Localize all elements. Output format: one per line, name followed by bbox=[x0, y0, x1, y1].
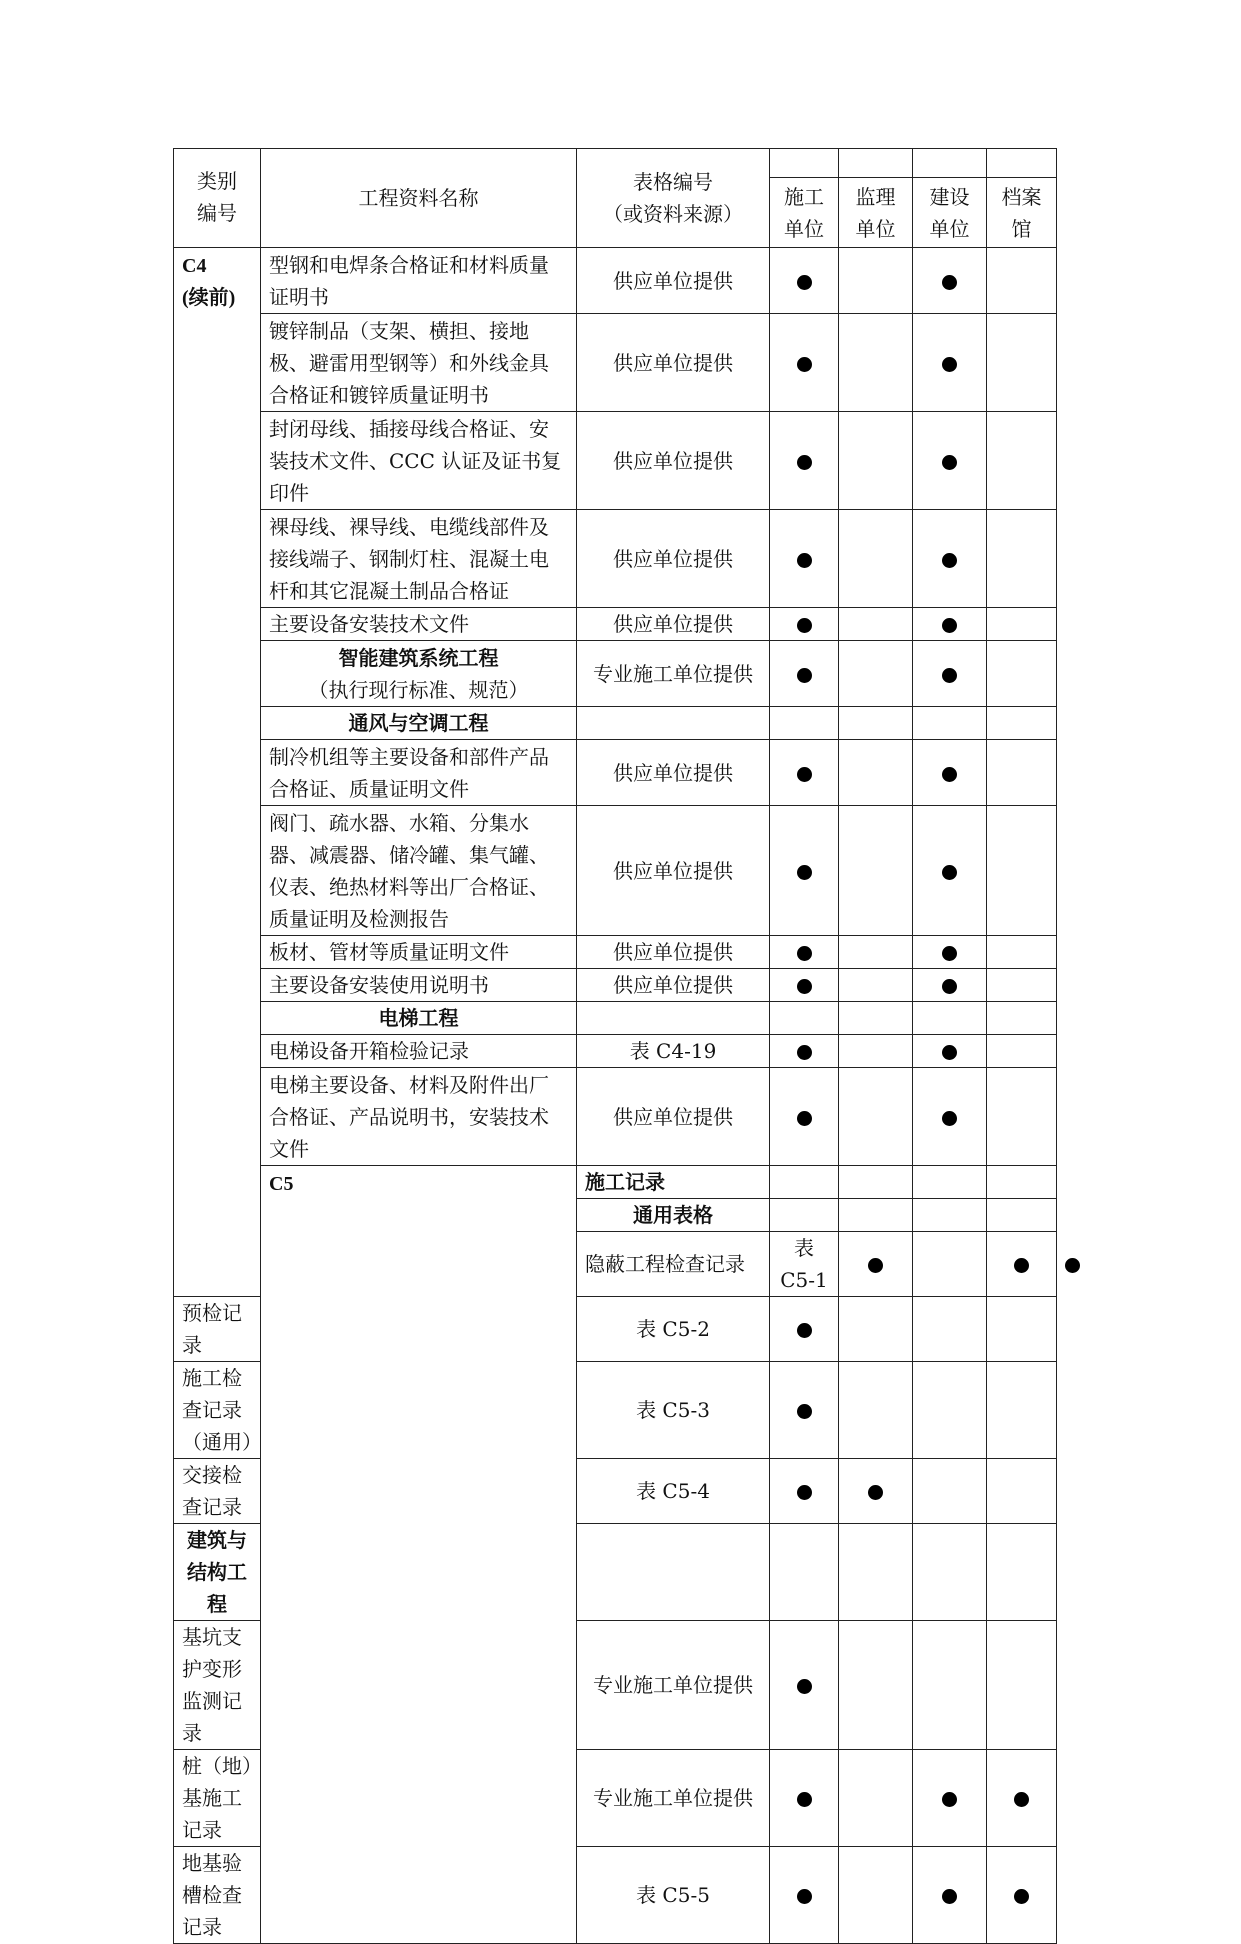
item-name-text: 基坑支护变形监测记录 bbox=[182, 1625, 242, 1745]
mark-cell-supervision bbox=[839, 740, 913, 806]
item-name-text: 交接检查记录 bbox=[182, 1463, 242, 1519]
mark-cell-archive bbox=[987, 1362, 1057, 1459]
mark-cell-archive bbox=[987, 1524, 1057, 1621]
item-name bbox=[174, 1847, 261, 1944]
item-name bbox=[577, 1232, 770, 1297]
section-note: （执行现行标准、规范） bbox=[308, 677, 529, 702]
item-name bbox=[174, 1750, 261, 1847]
form-code bbox=[770, 1199, 839, 1232]
mark-cell-supervision bbox=[839, 1750, 913, 1847]
mark-cell-construction bbox=[770, 1035, 839, 1068]
mark-cell-owner bbox=[913, 740, 987, 806]
item-name bbox=[261, 740, 577, 806]
mark-cell-archive bbox=[987, 806, 1057, 936]
mark-cell-construction bbox=[770, 412, 839, 510]
table-row bbox=[174, 608, 1057, 641]
mark-cell-owner bbox=[913, 969, 987, 1002]
mark-cell-archive bbox=[987, 1068, 1057, 1166]
item-name-text: 建筑与结构工程 bbox=[187, 1528, 247, 1616]
form-code bbox=[577, 707, 770, 740]
table-row bbox=[174, 707, 1057, 740]
form-code: 供应单位提供 bbox=[577, 412, 770, 510]
mark-cell-supervision bbox=[913, 1166, 987, 1199]
mark-cell-construction bbox=[770, 740, 839, 806]
item-name-text: 地基验槽检查记录 bbox=[182, 1851, 242, 1939]
mark-cell-archive bbox=[987, 510, 1057, 608]
mark-cell-archive bbox=[987, 707, 1057, 740]
item-name bbox=[174, 1362, 261, 1459]
section-heading bbox=[174, 1524, 261, 1621]
mark-cell-supervision bbox=[839, 1035, 913, 1068]
filled-dot-icon bbox=[1065, 1258, 1080, 1273]
item-name-text: 电梯工程 bbox=[378, 1006, 459, 1030]
table-row bbox=[174, 1002, 1057, 1035]
mark-cell-owner bbox=[913, 707, 987, 740]
mark-cell-construction bbox=[770, 1750, 839, 1847]
mark-cell-archive bbox=[987, 969, 1057, 1002]
mark-cell-owner bbox=[913, 1068, 987, 1166]
item-name-text: 板材、管材等质量证明文件 bbox=[269, 940, 509, 964]
item-name bbox=[261, 510, 577, 608]
header-category-text: 类别编号 bbox=[197, 171, 237, 225]
item-name bbox=[261, 969, 577, 1002]
form-code: 表 C5-3 bbox=[577, 1362, 770, 1459]
filled-dot-icon bbox=[797, 1679, 812, 1694]
mark-cell-supervision bbox=[839, 314, 913, 412]
mark-cell-supervision bbox=[839, 1362, 913, 1459]
filled-dot-icon bbox=[1014, 1792, 1029, 1807]
mark-cell-supervision bbox=[839, 510, 913, 608]
mark-cell-owner bbox=[913, 1459, 987, 1524]
mark-cell-construction bbox=[770, 1524, 839, 1621]
item-name-text: 通风与空调工程 bbox=[348, 711, 489, 735]
header-code bbox=[577, 149, 770, 248]
form-code: 供应单位提供 bbox=[577, 248, 770, 314]
form-code bbox=[770, 1166, 839, 1199]
filled-dot-icon bbox=[797, 767, 812, 782]
mark-cell-construction bbox=[770, 314, 839, 412]
header-empty-cell bbox=[770, 149, 839, 178]
mark-cell-archive bbox=[987, 936, 1057, 969]
mark-cell-owner bbox=[913, 806, 987, 936]
mark-cell-archive bbox=[987, 314, 1057, 412]
form-code: 供应单位提供 bbox=[577, 1068, 770, 1166]
filled-dot-icon bbox=[942, 1792, 957, 1807]
mark-cell-owner bbox=[913, 1297, 987, 1362]
table-row bbox=[174, 510, 1057, 608]
table-row bbox=[174, 248, 1057, 314]
form-code: 专业施工单位提供 bbox=[577, 641, 770, 707]
item-name bbox=[261, 806, 577, 936]
mark-cell-owner bbox=[913, 412, 987, 510]
mark-cell-archive bbox=[987, 412, 1057, 510]
form-code: 供应单位提供 bbox=[577, 608, 770, 641]
item-name-text: 封闭母线、插接母线合格证、安装技术文件、CCC 认证及证书复印件 bbox=[269, 416, 562, 505]
item-name-text: 制冷机组等主要设备和部件产品合格证、质量证明文件 bbox=[269, 744, 549, 801]
mark-cell-supervision bbox=[839, 608, 913, 641]
mark-cell-supervision bbox=[839, 1297, 913, 1362]
filled-dot-icon bbox=[797, 1889, 812, 1904]
header-unit-owner: 建设单位 bbox=[913, 178, 987, 248]
filled-dot-icon bbox=[942, 275, 957, 290]
mark-cell-archive bbox=[987, 608, 1057, 641]
item-name bbox=[174, 1621, 261, 1750]
item-name-text: 桩（地）基施工记录 bbox=[182, 1754, 252, 1842]
filled-dot-icon bbox=[942, 1889, 957, 1904]
mark-cell-archive bbox=[987, 1459, 1057, 1524]
filled-dot-icon bbox=[868, 1485, 883, 1500]
mark-cell-construction bbox=[839, 1232, 913, 1297]
mark-cell-construction bbox=[770, 608, 839, 641]
item-name bbox=[174, 1297, 261, 1362]
mark-cell-supervision bbox=[913, 1232, 987, 1297]
form-code: 供应单位提供 bbox=[577, 806, 770, 936]
header-empty-cell bbox=[987, 149, 1057, 178]
table-row bbox=[174, 740, 1057, 806]
mark-cell-construction bbox=[770, 1362, 839, 1459]
table-row bbox=[174, 806, 1057, 936]
mark-cell-supervision bbox=[839, 412, 913, 510]
mark-cell-supervision bbox=[839, 641, 913, 707]
filled-dot-icon bbox=[868, 1258, 883, 1273]
item-name-text: 施工检查记录（通用） bbox=[182, 1366, 262, 1454]
filled-dot-icon bbox=[797, 946, 812, 961]
form-code bbox=[577, 1002, 770, 1035]
mark-cell-owner bbox=[987, 1199, 1057, 1232]
mark-cell-supervision bbox=[839, 707, 913, 740]
mark-cell-construction bbox=[770, 248, 839, 314]
table-row bbox=[174, 1166, 1057, 1199]
header-name: 工程资料名称 bbox=[261, 149, 577, 248]
form-code: 专业施工单位提供 bbox=[577, 1621, 770, 1750]
form-code: 表 C5-1 bbox=[770, 1232, 839, 1297]
mark-cell-supervision bbox=[913, 1199, 987, 1232]
table-row bbox=[174, 1068, 1057, 1166]
form-code bbox=[577, 1524, 770, 1621]
header-category bbox=[174, 149, 261, 248]
form-code: 表 C5-4 bbox=[577, 1459, 770, 1524]
mark-cell-owner bbox=[913, 1750, 987, 1847]
mark-cell-owner bbox=[913, 1847, 987, 1944]
form-code: 供应单位提供 bbox=[577, 510, 770, 608]
item-name-text: 通用表格 bbox=[633, 1203, 713, 1227]
header-unit-archive: 档案馆 bbox=[987, 178, 1057, 248]
header-empty-cell bbox=[839, 149, 913, 178]
mark-cell-supervision bbox=[839, 1621, 913, 1750]
filled-dot-icon bbox=[942, 1111, 957, 1126]
item-name bbox=[261, 314, 577, 412]
mark-cell-supervision bbox=[839, 1002, 913, 1035]
section-heading bbox=[261, 1002, 577, 1035]
mark-cell-owner bbox=[913, 1002, 987, 1035]
mark-cell-supervision bbox=[839, 1847, 913, 1944]
filled-dot-icon bbox=[942, 618, 957, 633]
section-heading bbox=[577, 1199, 770, 1232]
mark-cell-construction bbox=[770, 1002, 839, 1035]
mark-cell-construction bbox=[770, 1621, 839, 1750]
item-name-text: 智能建筑系统工程 bbox=[338, 645, 499, 670]
mark-cell-construction bbox=[770, 707, 839, 740]
mark-cell-supervision bbox=[839, 806, 913, 936]
item-name bbox=[261, 936, 577, 969]
filled-dot-icon bbox=[942, 357, 957, 372]
filled-dot-icon bbox=[942, 1045, 957, 1060]
filled-dot-icon bbox=[797, 979, 812, 994]
item-name-text: 隐蔽工程检查记录 bbox=[585, 1252, 745, 1276]
mark-cell-supervision bbox=[839, 969, 913, 1002]
table-row bbox=[174, 969, 1057, 1002]
header-row bbox=[174, 149, 1057, 178]
section-heading bbox=[261, 641, 577, 707]
table-row bbox=[174, 314, 1057, 412]
mark-cell-construction bbox=[770, 1847, 839, 1944]
mark-cell-owner bbox=[913, 248, 987, 314]
form-code: 供应单位提供 bbox=[577, 314, 770, 412]
section-heading bbox=[261, 707, 577, 740]
item-name-text: 镀锌制品（支架、横担、接地极、避雷用型钢等）和外线金具合格证和镀锌质量证明书 bbox=[269, 318, 549, 407]
mark-cell-construction bbox=[770, 936, 839, 969]
mark-cell-owner bbox=[987, 1232, 1057, 1297]
mark-cell-owner bbox=[913, 1524, 987, 1621]
filled-dot-icon bbox=[1014, 1258, 1029, 1273]
table-row bbox=[174, 641, 1057, 707]
mark-cell-construction bbox=[770, 1459, 839, 1524]
mark-cell-owner bbox=[913, 314, 987, 412]
form-code: 供应单位提供 bbox=[577, 969, 770, 1002]
mark-cell-owner bbox=[913, 1621, 987, 1750]
filled-dot-icon bbox=[797, 1323, 812, 1338]
category-cell: C4 (续前) bbox=[174, 248, 261, 1297]
item-name-text: 电梯设备开箱检验记录 bbox=[269, 1039, 469, 1063]
header-code-line2: （或资料来源） bbox=[603, 202, 743, 226]
filled-dot-icon bbox=[797, 1485, 812, 1500]
mark-cell-archive bbox=[987, 1750, 1057, 1847]
mark-cell-construction bbox=[770, 1068, 839, 1166]
header-unit-supervision: 监理单位 bbox=[839, 178, 913, 248]
form-code: 表 C4-19 bbox=[577, 1035, 770, 1068]
item-name-text: 主要设备安装使用说明书 bbox=[269, 973, 489, 997]
item-name bbox=[261, 1035, 577, 1068]
item-name-text: 型钢和电焊条合格证和材料质量证明书 bbox=[269, 252, 549, 309]
item-name-text: 施工记录 bbox=[585, 1170, 665, 1194]
header-code-line1: 表格编号 bbox=[633, 170, 713, 194]
mark-cell-owner bbox=[913, 641, 987, 707]
header-empty-cell bbox=[913, 149, 987, 178]
mark-cell-supervision bbox=[839, 1459, 913, 1524]
form-code: 专业施工单位提供 bbox=[577, 1750, 770, 1847]
mark-cell-construction bbox=[839, 1199, 913, 1232]
item-name-text: 裸母线、裸导线、电缆线部件及接线端子、钢制灯柱、混凝土电杆和其它混凝土制品合格证 bbox=[269, 514, 549, 603]
mark-cell-supervision bbox=[839, 936, 913, 969]
filled-dot-icon bbox=[942, 946, 957, 961]
mark-cell-construction bbox=[770, 641, 839, 707]
mark-cell-archive bbox=[987, 740, 1057, 806]
filled-dot-icon bbox=[1014, 1889, 1029, 1904]
item-name bbox=[261, 412, 577, 510]
mark-cell-supervision bbox=[839, 1068, 913, 1166]
filled-dot-icon bbox=[797, 668, 812, 683]
mark-cell-archive bbox=[987, 1297, 1057, 1362]
form-code: 表 C5-5 bbox=[577, 1847, 770, 1944]
mark-cell-owner bbox=[913, 510, 987, 608]
section-heading bbox=[577, 1166, 770, 1199]
filled-dot-icon bbox=[797, 1045, 812, 1060]
filled-dot-icon bbox=[797, 1111, 812, 1126]
filled-dot-icon bbox=[942, 455, 957, 470]
form-code: 表 C5-2 bbox=[577, 1297, 770, 1362]
filled-dot-icon bbox=[797, 275, 812, 290]
filled-dot-icon bbox=[942, 865, 957, 880]
filled-dot-icon bbox=[942, 553, 957, 568]
table-row bbox=[174, 936, 1057, 969]
filled-dot-icon bbox=[797, 455, 812, 470]
mark-cell-owner bbox=[913, 608, 987, 641]
item-name-text: 主要设备安装技术文件 bbox=[269, 612, 469, 636]
mark-cell-owner bbox=[987, 1166, 1057, 1199]
item-name bbox=[174, 1459, 261, 1524]
filled-dot-icon bbox=[942, 979, 957, 994]
mark-cell-archive bbox=[987, 1035, 1057, 1068]
filled-dot-icon bbox=[797, 618, 812, 633]
filled-dot-icon bbox=[942, 767, 957, 782]
form-code: 供应单位提供 bbox=[577, 740, 770, 806]
item-name-text: 预检记录 bbox=[182, 1301, 242, 1357]
item-name bbox=[261, 608, 577, 641]
mark-cell-archive bbox=[987, 1002, 1057, 1035]
item-name-text: 阀门、疏水器、水箱、分集水器、减震器、储冷罐、集气罐、仪表、绝热材料等出厂合格证、质量证明及检测报告 bbox=[269, 810, 549, 931]
mark-cell-archive bbox=[987, 641, 1057, 707]
table-row bbox=[174, 1035, 1057, 1068]
category-cell: C5 bbox=[261, 1166, 577, 1944]
mark-cell-archive bbox=[987, 1847, 1057, 1944]
header-unit-construction: 施工单位 bbox=[770, 178, 839, 248]
filled-dot-icon bbox=[797, 1404, 812, 1419]
mark-cell-owner bbox=[913, 1362, 987, 1459]
form-code: 供应单位提供 bbox=[577, 936, 770, 969]
filled-dot-icon bbox=[797, 865, 812, 880]
item-name bbox=[261, 248, 577, 314]
mark-cell-owner bbox=[913, 1035, 987, 1068]
filled-dot-icon bbox=[797, 553, 812, 568]
mark-cell-owner bbox=[913, 936, 987, 969]
table-row bbox=[174, 412, 1057, 510]
mark-cell-construction bbox=[770, 1297, 839, 1362]
mark-cell-construction bbox=[770, 806, 839, 936]
item-name-text: 电梯主要设备、材料及附件出厂合格证、产品说明书，安装技术文件 bbox=[269, 1072, 549, 1161]
mark-cell-construction bbox=[770, 969, 839, 1002]
filled-dot-icon bbox=[797, 1792, 812, 1807]
document-table bbox=[173, 148, 1057, 1944]
filled-dot-icon bbox=[942, 668, 957, 683]
filled-dot-icon bbox=[797, 357, 812, 372]
mark-cell-construction bbox=[770, 510, 839, 608]
mark-cell-supervision bbox=[839, 1524, 913, 1621]
mark-cell-archive bbox=[987, 1621, 1057, 1750]
item-name bbox=[261, 1068, 577, 1166]
mark-cell-construction bbox=[839, 1166, 913, 1199]
mark-cell-supervision bbox=[839, 248, 913, 314]
mark-cell-archive bbox=[987, 248, 1057, 314]
